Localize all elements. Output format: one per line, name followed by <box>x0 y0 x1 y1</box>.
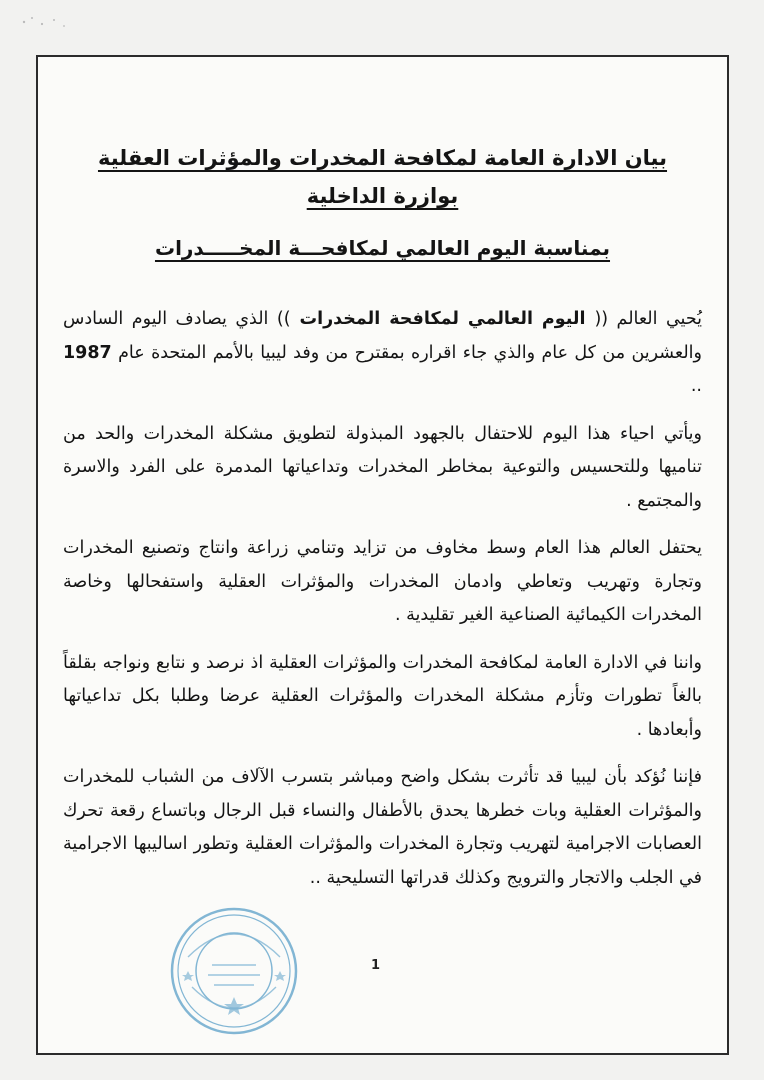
paragraph-1 <box>63 303 702 404</box>
paragraph-5: فإننا نُؤكد بأن ليبيا قد تأثرت بشكل واضح ومباشر بتسرب الآلاف من الشباب للمخدرات والمؤثرات العقلية وبات خطرها يحدق بالأطفال والنساء قبل الرجال وباتساع رقعة تحرك العصابات الاجرامية لتهريب وتجارة المخدرات والمؤثرات العقلية وتطور اساليبها الاجرامية في الجلب والاتجار والترويج وكذلك قدراتها التسليحية .. <box>63 767 702 888</box>
document-body <box>63 139 702 895</box>
paragraph-4: واننا في الادارة العامة لمكافحة المخدرات والمؤثرات العقلية اذ نرصد و نتابع ونواجه بقلقاً بالغاً تطورات وتأزم مشكلة المخدرات والمؤثرات العقلية عرضا وطلبا بكل تداعياتها وأبعادها . <box>63 652 702 740</box>
paragraph-1-year: 1987 <box>63 342 112 363</box>
scan-artifact-icon <box>14 10 74 40</box>
ministry-seal-icon <box>168 905 300 1037</box>
paragraph-1-middle: )) الذي يصادف اليوم السادس والعشرين من كل عام والذي جاء اقراره بمقترح من وفد ليبيا بالأمم المتحدة عام <box>63 309 702 363</box>
paragraph-3: يحتفل العالم هذا العام وسط مخاوف من تزايد وتنامي زراعة وانتاج وتصنيع المخدرات وتجارة وتهريب وتعاطي وادمان المخدرات والمؤثرات العقلية واستفحالها وخاصة المخدرات الكيمائية الصناعية الغير تقليدية . <box>63 538 702 625</box>
page-number: 1 <box>371 958 381 973</box>
paragraph-1-end: .. <box>690 376 702 396</box>
paragraph-1-emphasis: اليوم العالمي لمكافحة المخدرات <box>290 309 595 329</box>
paragraph-1-start: يُحيي العالم (( <box>594 309 702 329</box>
document-title: بيان الادارة العامة لمكافحة المخدرات والمؤثرات العقلية بوازرة الداخلية <box>97 146 668 208</box>
document-subtitle: بمناسبة اليوم العالمي لمكافحـــة المخـــــدرات <box>154 236 611 260</box>
paragraph-2: ويأتي احياء هذا اليوم للاحتفال بالجهود المبذولة لتطويق مشكلة المخدرات والحد من تناميها وللتحسيس والتوعية بمخاطر المخدرات وتداعياتها المدمرة على الفرد والاسرة والمجتمع . <box>63 423 702 511</box>
